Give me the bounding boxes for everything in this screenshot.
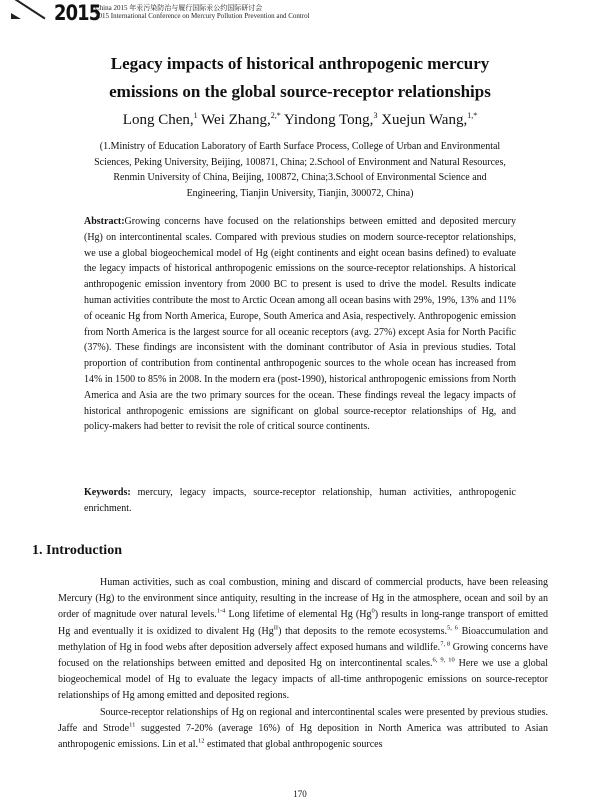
superscript: II: [273, 624, 279, 632]
keywords: [84, 485, 516, 517]
text-run: Source-receptor relationships of Hg on regional and intercontinental scales were presented by previous studies. Jaffe and Strode: [58, 706, 548, 734]
abstract-label: Abstract:: [84, 216, 125, 227]
author-affiliation-mark: 3: [373, 111, 378, 120]
author-name: Yindong Tong,: [283, 112, 374, 128]
citation: 7, 8: [440, 640, 451, 648]
page-number: 170: [293, 789, 307, 799]
author-affiliation-mark: 1: [193, 111, 198, 120]
citation: 5, 6: [446, 624, 458, 632]
citation: 12: [197, 737, 205, 745]
keywords-text: mercury, legacy impacts, source-receptor relationship, human activities, anthropogenic enrichment.: [84, 487, 516, 514]
citation: 1-4: [216, 608, 226, 616]
text-run: Here we use a global biogeochemical model of Hg to evaluate the legacy impacts of all-time anthropogenic emissions on source-receptor relationships of Hg among emitted and deposited regions.: [58, 658, 549, 702]
text-run: suggested 7-20% (average 16%) of Hg deposition in North America was attributed to Asian anthropogenic emissions. Lin et al.: [58, 722, 548, 751]
text-run: ) results in long-range transport of emitted Hg and eventually it is oxidized to divalent Hg (Hg: [58, 609, 548, 637]
introduction-body: [58, 575, 548, 753]
conference-name-en: 2015 International Conference on Mercury Pollution Prevention and Control: [95, 12, 310, 20]
intro-paragraph-2: [58, 705, 548, 754]
text-run: ) that deposits to the remote ecosystems.: [278, 625, 447, 637]
author-affiliation-mark: 2,*: [270, 111, 281, 120]
paper-title-line-1: Legacy impacts of historical anthropogenic mercury: [110, 54, 490, 73]
affiliations: (1.Ministry of Education Laboratory of Earth Surface Process, College of Urban and Environmental Sciences, Peking University, Beijing, 100871, China; 2.School of Environment and Natural Resources, Renmin University of China, Beijing, 100872, China;3.School of Environmental Science and Engineering, Tianjin University, Tianjin, 300072, China): [94, 141, 506, 199]
author-name: Wei Zhang,: [201, 112, 271, 128]
intro-paragraph-1: [58, 575, 548, 705]
keywords-label: Keywords:: [84, 487, 131, 498]
paper-title-line-2: emissions on the global source-receptor relationships: [109, 82, 491, 101]
logo-triangle-icon: [11, 13, 21, 19]
author-name: Long Chen,: [122, 112, 194, 128]
author-list: [0, 111, 600, 129]
abstract-text: Growing concerns have focused on the relationships between emitted and deposited mercury (Hg) on intercontinental scales. Compared with previous studies on modern source-receptor relationships, we use a global biogeochemical model of Hg (eight continents and eight ocean basins defined) to evaluate the legacy impacts of historical anthropogenic emissions on the source-receptor relationships. A historical anthropogenic emission inventory from 2000 BC to present is used to drive the model. Results indicate human activities contribute the most to Arctic Ocean among all ocean basins with 29%, 19%, 13% and 11% of oceanic Hg from North America, Europe, South America and Asia, respectively. Anthropogenic emission from North America is the largest source for all oceanic receptors (avg. 27%) except Asia for North Pacific (37%). These findings are inconsistent with the dominant contributor of Asia in previous studies. Total proportion of contribution from continental anthropogenic sources to the whole ocean has increased from 14% in 1500 to 85% in 2008. In the modern era (post-1990), historical anthropogenic emissions from North America and Asia are the two primary sources for the ocean. These findings reveal the legacy impacts of historical anthropogenic emissions are significant on global source-receptor relationships of Hg, and policy-makers had better to revisit the role of critical source continents.: [84, 216, 516, 433]
superscript: 0: [371, 608, 375, 616]
citation: 11: [129, 721, 136, 729]
conference-header: [0, 0, 600, 30]
text-run: Growing concerns have focused on the relationships between emitted and deposited Hg on intercontinental scales.: [58, 641, 549, 670]
text-run: Long lifetime of elemental Hg (Hg: [225, 609, 372, 621]
logo-year: 2015: [54, 1, 101, 25]
text-run: Human activities, such as coal combustion, mining and discard of commercial products, have been releasing Mercury (Hg) to the environment since antiquity, resulting in the increase of Hg in the atmosphere, ocean and soil by an order of magnitude over natural levels.: [58, 577, 548, 621]
text-run: estimated that global anthropogenic sources: [204, 739, 383, 751]
citation: 6, 9, 10: [432, 656, 455, 664]
author-affiliation-mark: 1,*: [467, 111, 478, 120]
conference-name-cn: China 2015 年汞污染防治与履行国际汞公约国际研讨会: [95, 4, 263, 12]
abstract: [84, 214, 516, 435]
text-run: Bioaccumulation and methylation of Hg in food webs after deposition adversely affect exposed humans and wildlife.: [58, 625, 548, 653]
author-name: Xuejun Wang,: [381, 112, 468, 128]
section-heading-introduction: 1. Introduction: [32, 543, 122, 558]
